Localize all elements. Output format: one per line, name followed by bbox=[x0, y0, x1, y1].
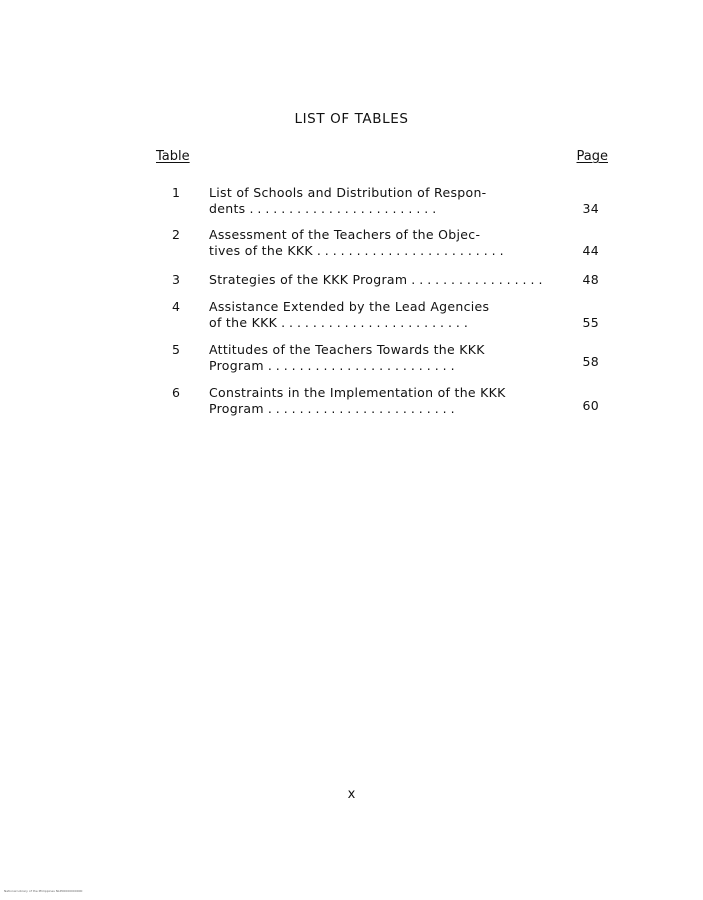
entry-page-number: 55 bbox=[582, 315, 599, 330]
entry-title-line: Assistance Extended by the Lead Agencies bbox=[209, 299, 490, 314]
entry-title-line: Attitudes of the Teachers Towards the KKK bbox=[209, 342, 485, 357]
entry-title-line: Constraints in the Implementation of the KKK bbox=[209, 385, 506, 400]
entry-title-line: tives of the KKK . . bbox=[209, 243, 546, 258]
entry-title-line: Strategies of the KKK Program . . bbox=[209, 272, 546, 287]
scan-footer-label: National Library of the Philippines NLP00000000000 bbox=[4, 889, 83, 893]
entry-page-number: 48 bbox=[582, 272, 599, 287]
entry-number: 3 bbox=[172, 272, 181, 287]
page-column-heading: Page bbox=[576, 149, 608, 164]
entry-title-line: List of Schools and Distribution of Respon- bbox=[209, 185, 487, 200]
table-column-heading: Table bbox=[156, 149, 190, 164]
entry-number: 2 bbox=[172, 227, 181, 242]
page-title: LIST OF TABLES bbox=[294, 111, 409, 127]
entry-page-number: 34 bbox=[582, 201, 599, 216]
entry-number: 4 bbox=[172, 299, 181, 314]
page-folio: x bbox=[347, 787, 356, 802]
entry-number: 1 bbox=[172, 185, 181, 200]
entry-page-number: 44 bbox=[582, 243, 599, 258]
entry-number: 5 bbox=[172, 342, 181, 357]
entry-title-line: of the KKK . . bbox=[209, 315, 546, 330]
entry-title-line: Program . . bbox=[209, 358, 546, 373]
entry-page-number: 60 bbox=[582, 398, 599, 413]
entry-title-line: Program . . bbox=[209, 401, 546, 416]
entry-title-line: dents . . bbox=[209, 201, 546, 216]
entry-page-number: 58 bbox=[582, 354, 599, 369]
entry-number: 6 bbox=[172, 385, 181, 400]
entry-title-line: Assessment of the Teachers of the Objec- bbox=[209, 227, 481, 242]
